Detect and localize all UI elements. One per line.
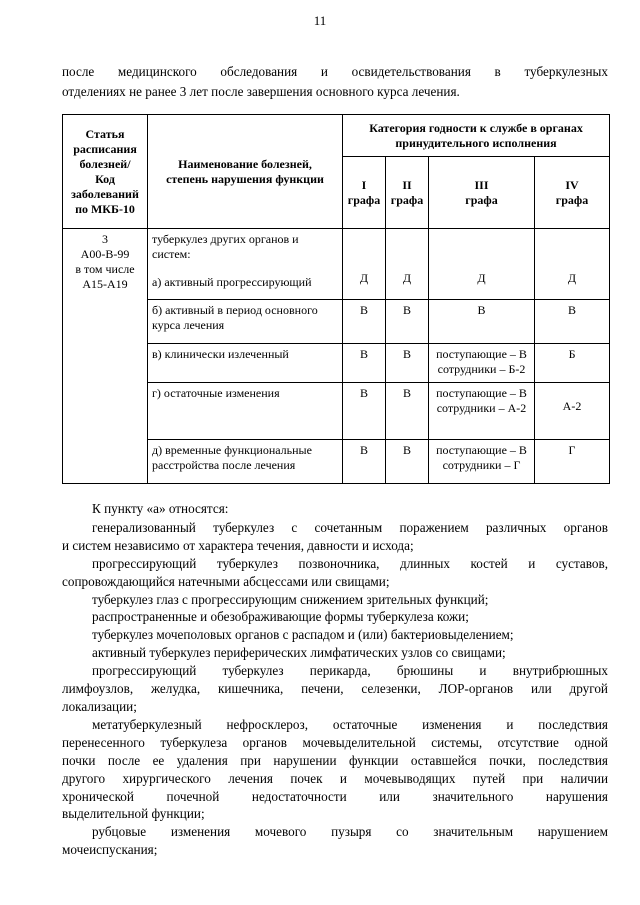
column-4-cell: Г	[535, 440, 610, 484]
intro-line: после медицинского обследования и освидетельствования в туберкулезных	[62, 64, 608, 79]
disease-name-cell: г) остаточные изменения	[148, 383, 343, 440]
column-1-cell: В	[343, 300, 386, 344]
disease-name-cell: в) клинически излеченный	[148, 344, 343, 383]
body-text	[62, 500, 608, 859]
paragraph: туберкулез глаз с прогрессирующим снижением зрительных функций;	[92, 591, 489, 607]
column-2-cell: В	[386, 383, 429, 440]
intro-paragraph	[62, 62, 608, 102]
column-1-cell: В	[343, 440, 386, 484]
column-3-cell: поступающие – В сотрудники – Б-2	[429, 344, 535, 383]
paragraph: туберкулез мочеполовых органов с распадом и (или) бактериовыделением;	[92, 627, 514, 643]
column-2-cell: Д	[386, 229, 429, 300]
column-4-cell: В	[535, 300, 610, 344]
column-4-cell: А-2	[535, 383, 610, 440]
page-number: 11	[313, 13, 327, 28]
paragraph: распространенные и обезображивающие формы туберкулеза кожи;	[92, 609, 469, 625]
header-column-1: I графа	[343, 157, 386, 229]
paragraph: прогрессирующий туберкулез позвоночника, длинных костей и суставов, сопровождающийся натечными абсцессами или свищами;	[62, 555, 608, 589]
column-3-cell: поступающие – В сотрудники – Г	[429, 440, 535, 484]
column-1-cell: Д	[343, 229, 386, 300]
fitness-table	[62, 114, 610, 484]
paragraph: прогрессирующий туберкулез перикарда, брюшины и внутрибрюшных лимфоузлов, желудка, кишечника, печени, селезенки, ЛОР-органов или другой локализации;	[62, 663, 608, 714]
disease-name-cell: туберкулез других органов и систем: а) активный прогрессирующий	[148, 229, 343, 300]
column-3-cell: Д	[429, 229, 535, 300]
paragraph: генерализованный туберкулез с сочетанным поражением различных органов и систем независимо от характера течения, давности и исхода;	[62, 519, 608, 553]
header-column-3: III графа	[429, 157, 535, 229]
column-1-cell: В	[343, 344, 386, 383]
paragraph: рубцовые изменения мочевого пузыря со значительным нарушением мочеиспускания;	[62, 824, 608, 858]
section-heading: К пункту «а» относятся:	[92, 501, 229, 516]
header-article: Статья расписания болезней/ Код заболеваний по МКБ-10	[63, 115, 148, 229]
intro-line: отделениях не ранее 3 лет после завершения основного курса лечения.	[62, 84, 460, 99]
column-4-cell: Д	[535, 229, 610, 300]
header-column-2: II графа	[386, 157, 429, 229]
disease-name-cell: д) временные функциональные расстройства после лечения	[148, 440, 343, 484]
header-column-4: IV графа	[535, 157, 610, 229]
paragraph: активный туберкулез периферических лимфатических узлов со свищами;	[92, 645, 506, 661]
column-2-cell: В	[386, 440, 429, 484]
column-3-cell: В	[429, 300, 535, 344]
paragraph: метатуберкулезный нефросклероз, остаточные изменения и последствия перенесенного туберкулеза органов мочевыделительной системы, отсутствие одной почки после ее удаления при нарушении функции оставшейся почки, последствия другого хирургического лечения почек и мочевыводящих путей при наличии хронической почечной недостаточности или значительного нарушения выделительной функции;	[62, 716, 608, 822]
column-2-cell: В	[386, 300, 429, 344]
column-4-cell: Б	[535, 344, 610, 383]
column-2-cell: В	[386, 344, 429, 383]
header-disease-name: Наименование болезней, степень нарушения функции	[148, 115, 343, 229]
column-1-cell: В	[343, 383, 386, 440]
header-category: Категория годности к службе в органах принудительного исполнения	[343, 115, 610, 157]
column-3-cell: поступающие – В сотрудники – А-2	[429, 383, 535, 440]
disease-name-cell: б) активный в период основного курса лечения	[148, 300, 343, 344]
table-row	[63, 229, 610, 300]
article-cell: 3 А00-В-99 в том числе А15-А19	[63, 229, 148, 484]
